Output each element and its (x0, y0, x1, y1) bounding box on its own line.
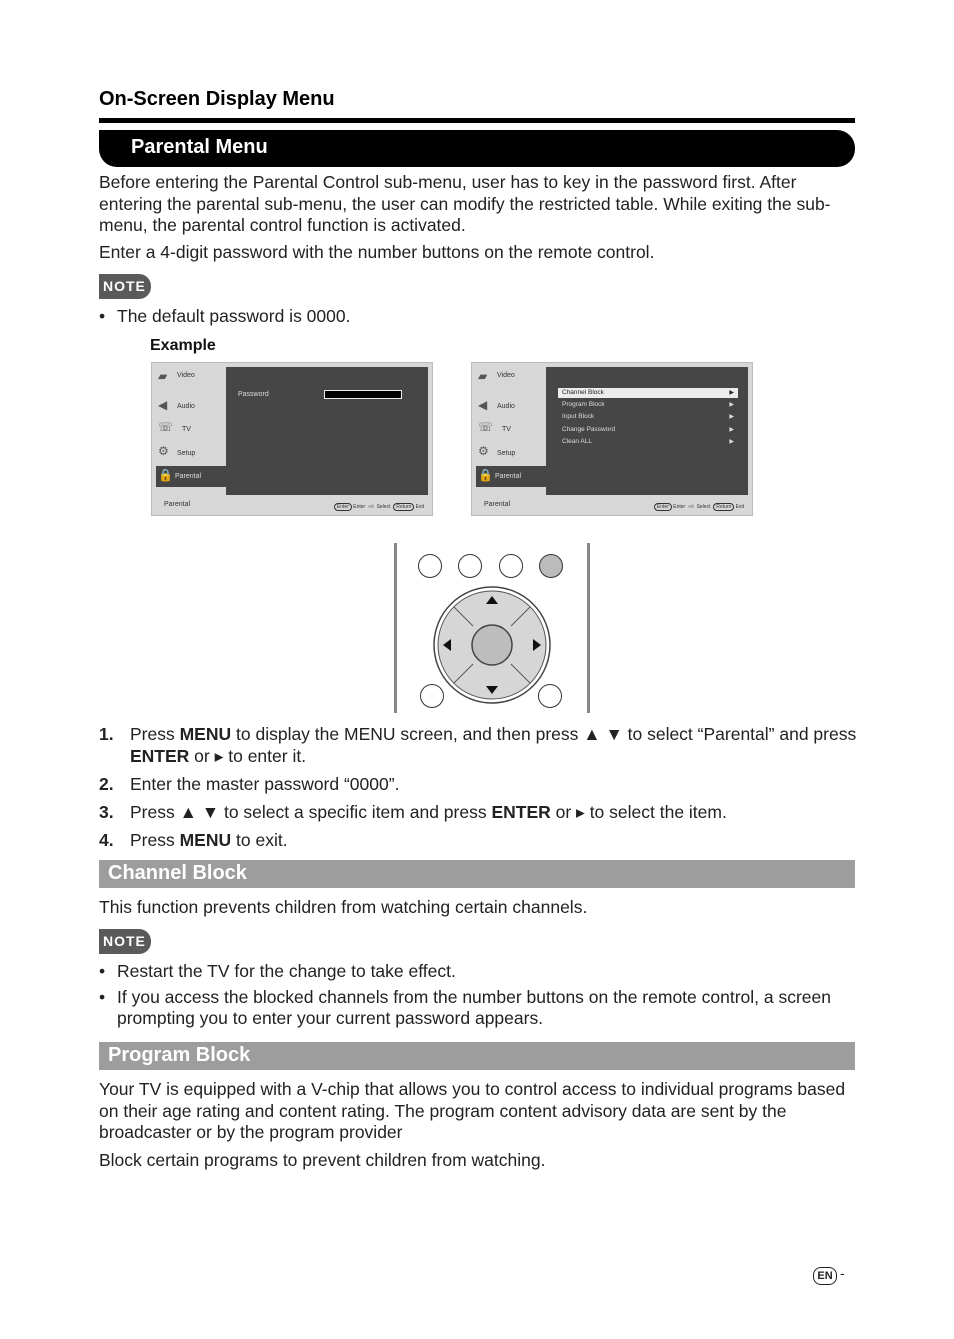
program-block-heading-bar (99, 1042, 855, 1070)
dpad (432, 585, 552, 705)
section-title: On-Screen Display Menu (99, 88, 335, 110)
tv-icon: ☏ (478, 420, 494, 434)
intro-paragraph-2: Enter a 4-digit password with the number buttons on the remote control. (99, 242, 655, 262)
menu-item-tv: TV (182, 426, 191, 433)
step-3: 3. Press ▲ ▼ to select a specific item and press ENTER or ▸ to select the item. (99, 802, 727, 822)
menu-item-video: Video (177, 372, 195, 379)
lock-icon: 🔒 (478, 468, 493, 482)
osd-screen-parental-list (471, 362, 753, 516)
tv-icon: ☏ (158, 420, 174, 434)
menu-item-audio: Audio (177, 403, 195, 410)
remote-button-3 (499, 554, 523, 578)
osd-help-bar: Enter Enter ‹›◊ Select Return Exit (654, 504, 744, 510)
menu-item-audio: Audio (497, 403, 515, 410)
note-bullet-password: • The default password is 0000. (99, 306, 877, 327)
video-icon: ▰ (158, 369, 168, 383)
audio-icon: ◀ (478, 398, 488, 412)
example-label: Example (150, 337, 216, 354)
note-badge: NOTE (99, 929, 151, 954)
remote-button-menu-highlighted (539, 554, 563, 578)
program-block-paragraph-1: Your TV is equipped with a V-chip that allows you to control access to individual programs based on their age rating and content rating. The program content advisory data are sent by the broadcaster or by the program provider (99, 1079, 846, 1142)
page-number-dash: - (840, 1265, 845, 1281)
remote-control-illustration (394, 543, 590, 713)
note-bullet-restart: • Restart the TV for the change to take effect. (99, 961, 877, 982)
channel-block-description: This function prevents children from watching certain channels. (99, 897, 588, 917)
channel-block-title: Channel Block (108, 862, 247, 884)
menu-item-setup: Setup (497, 450, 516, 457)
video-icon: ▰ (478, 369, 488, 383)
audio-icon: ◀ (158, 398, 168, 412)
setup-icon: ⚙ (478, 444, 489, 458)
list-item-program-block: Program Block ▶ (562, 401, 734, 408)
osd-help-bar: Enter Enter ‹›◊ Select Return Exit (334, 504, 424, 510)
remote-button-1 (418, 554, 442, 578)
list-item-clean-all: Clean ALL ▶ (562, 438, 734, 445)
channel-block-heading-bar (99, 860, 855, 888)
list-item-channel-block: Channel Block ▶ (558, 388, 738, 398)
step-2: 2. Enter the master password “0000”. (99, 774, 400, 794)
setup-icon: ⚙ (158, 444, 169, 458)
intro-paragraph-1: Before entering the Parental Control sub-menu, user has to key in the password first. After entering the parental sub-menu, the user can modify the restricted table. While exiting the sub-menu, the parental control function is activated. (99, 172, 831, 235)
menu-item-video: Video (497, 372, 515, 379)
program-block-paragraph-2: Block certain programs to prevent children from watching. (99, 1150, 546, 1170)
password-label: Password (238, 391, 269, 398)
parental-menu-title: Parental Menu (131, 136, 268, 158)
language-badge: EN (813, 1267, 837, 1285)
osd-content-panel (226, 367, 428, 495)
osd-content-panel (546, 367, 748, 495)
list-item-change-password: Change Password ▶ (562, 426, 734, 433)
program-block-title: Program Block (108, 1044, 251, 1066)
menu-item-tv: TV (502, 426, 511, 433)
remote-button-2 (458, 554, 482, 578)
password-field (324, 390, 402, 399)
osd-footer-label: Parental (164, 501, 191, 508)
header-rule (99, 118, 855, 123)
list-item-input-block: Input Block ▶ (562, 413, 734, 420)
note-badge: NOTE (99, 274, 151, 299)
note-bullet-blocked-channels: • If you access the blocked channels from the number buttons on the remote control, a screen prompting you to enter your current password appears. (99, 987, 877, 1029)
menu-item-parental: Parental (495, 473, 522, 480)
step-4: 4. Press MENU to exit. (99, 830, 288, 850)
menu-item-setup: Setup (177, 450, 196, 457)
menu-item-parental: Parental (175, 473, 202, 480)
lock-icon: 🔒 (158, 468, 173, 482)
osd-screen-password (151, 362, 433, 516)
osd-footer-label: Parental (484, 501, 511, 508)
parental-menu-banner (99, 130, 855, 167)
step-1: 1. Press MENU to display the MENU screen, and then press ▲ ▼ to select “Parental” and press ENTER or ▸ to enter it. (99, 724, 857, 766)
